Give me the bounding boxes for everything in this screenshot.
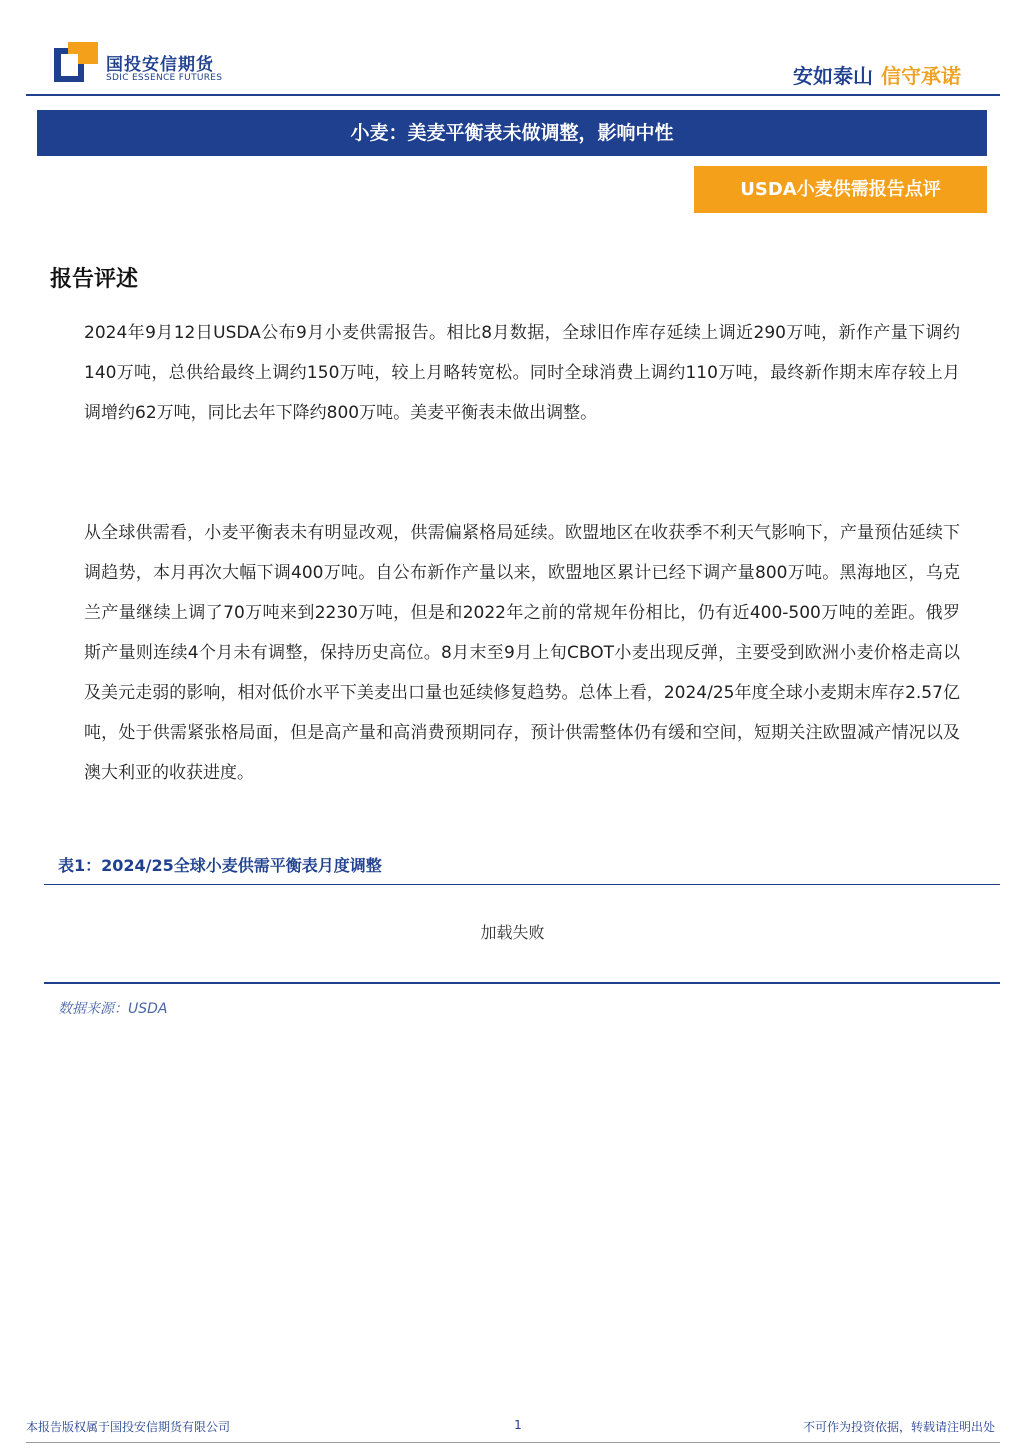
footer-copyright: 本报告版权属于国投安信期货有限公司 (26, 1420, 231, 1434)
paragraph-1: 2024年9月12日USDA公布9月小麦供需报告。相比8月数据，全球旧作库存延续上调近290万吨，新作产量下调约140万吨，总供给最终上调约150万吨，较上月略转宽松。同时全球消费上调约110万吨，最终新作期末库存较上月调增约62万吨，同比去年下降约800万吨。美麦平衡表未做出调整。 (84, 323, 960, 423)
data-source: 数据来源：USDA (58, 1001, 168, 1017)
table-caption: 表1：2024/25全球小麦供需平衡表月度调整 (58, 856, 382, 875)
table-top-rule (44, 884, 1000, 885)
footer-divider (26, 1442, 1000, 1443)
company-name-cn: 国投安信期货 (106, 55, 214, 75)
image-load-failed-text: 加载失败 (480, 923, 545, 942)
company-logo-icon (54, 42, 98, 82)
table-bottom-rule (44, 982, 1000, 984)
footer-disclaimer: 不可作为投资依据，转载请注明出处 (802, 1420, 995, 1434)
section-heading: 报告评述 (50, 267, 139, 292)
page-number: 1 (514, 1418, 522, 1432)
report-title: 小麦：美麦平衡表未做调整，影响中性 (37, 110, 987, 156)
paragraph-2: 从全球供需看，小麦平衡表未有明显改观，供需偏紧格局延续。欧盟地区在收获季不利天气影响下，产量预估延续下调趋势，本月再次大幅下调400万吨。自公布新作产量以来，欧盟地区累计已经下调产量800万吨。黑海地区，乌克兰产量继续上调了70万吨来到2230万吨，但是和2022年之前的常规年份相比，仍有近400-500万吨的差距。俄罗斯产量则连续4个月未有调整，保持历史高位。8月末至9月上旬CBOT小麦出现反弹，主要受到欧洲小麦价格走高以及美元走弱的影响，相对低价水平下美麦出口量也延续修复趋势。总体上看，2024/25年度全球小麦期末库存2.57亿吨，处于供需紧张格局面，但是高产量和高消费预期同存，预计供需整体仍有缓和空间，短期关注欧盟减产情况以及澳大利亚的收获进度。 (84, 523, 960, 783)
report-type-tag: USDA小麦供需报告点评 (694, 166, 987, 213)
slogan-part-1: 安如泰山 (793, 64, 873, 88)
header-slogan (793, 60, 961, 89)
company-name-en: SDIC ESSENCE FUTURES (106, 73, 223, 83)
header-divider (26, 94, 1000, 96)
slogan-part-2: 信守承诺 (881, 64, 961, 88)
